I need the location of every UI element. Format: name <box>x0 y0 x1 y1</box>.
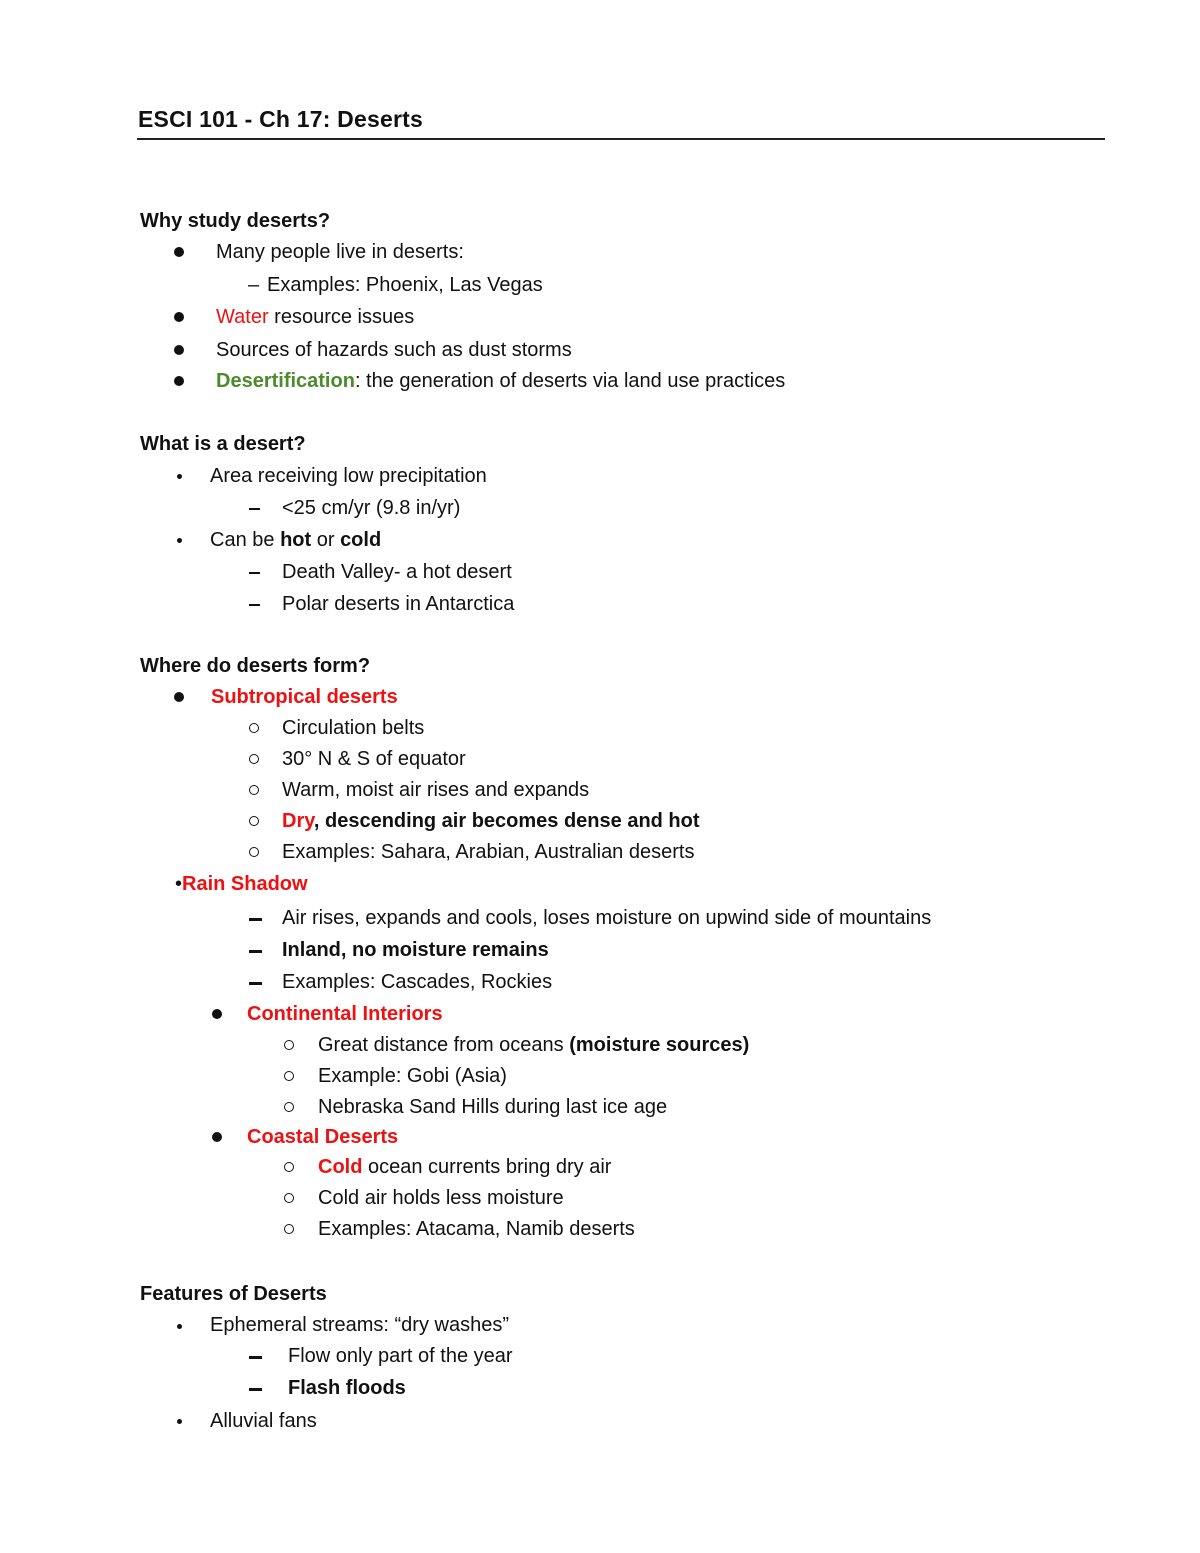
circle-bullet-icon <box>284 1040 294 1050</box>
list-item: Alluvial fans <box>210 1410 317 1432</box>
list-item <box>210 528 381 552</box>
dash-marker: – <box>248 274 260 296</box>
circle-bullet-icon <box>249 785 259 795</box>
list-subitem: Cold air holds less moisture <box>318 1187 564 1209</box>
list-subitem: Flash floods <box>288 1377 406 1399</box>
list-subitem: Circulation belts <box>282 717 425 739</box>
list-item: Many people live in deserts: <box>216 241 464 263</box>
section-heading-where: Where do deserts form? <box>140 655 371 677</box>
bold-text: , descending air becomes dense and hot <box>313 810 700 832</box>
list-subitem: Examples: Cascades, Rockies <box>282 971 553 993</box>
list-subitem: 30° N & S of equator <box>282 748 466 770</box>
bullet-icon <box>212 1132 222 1142</box>
bullet-icon <box>177 474 182 479</box>
list-item <box>216 369 785 393</box>
list-subitem <box>318 1155 611 1179</box>
bold-text: hot <box>280 529 312 551</box>
bullet-icon <box>177 1419 182 1424</box>
highlight-red-text: Water <box>216 306 269 328</box>
circle-bullet-icon <box>249 754 259 764</box>
list-subitem: Inland, no moisture remains <box>282 939 549 961</box>
list-item-text: Great distance from oceans <box>318 1034 570 1056</box>
list-item: Sources of hazards such as dust storms <box>216 339 572 361</box>
title-underline <box>137 138 1105 140</box>
bullet-icon: • <box>175 873 183 895</box>
section-heading-why: Why study deserts? <box>140 210 331 232</box>
section-heading-features: Features of Deserts <box>140 1283 327 1305</box>
circle-bullet-icon <box>284 1193 294 1203</box>
bullet-icon <box>177 1324 182 1329</box>
list-subitem: Examples: Phoenix, Las Vegas <box>267 274 543 296</box>
list-subitem <box>282 809 700 833</box>
dash-marker <box>249 1388 262 1391</box>
circle-bullet-icon <box>284 1224 294 1234</box>
bullet-icon <box>177 538 182 543</box>
circle-bullet-icon <box>284 1162 294 1172</box>
dash-marker <box>249 982 262 985</box>
bullet-icon <box>174 247 184 257</box>
list-item: Ephemeral streams: “dry washes” <box>210 1314 509 1336</box>
list-subitem: Examples: Sahara, Arabian, Australian deserts <box>282 841 695 863</box>
subheading-continental: Continental Interiors <box>247 1003 443 1025</box>
circle-bullet-icon <box>284 1071 294 1081</box>
bold-text: cold <box>340 529 382 551</box>
list-subitem: Examples: Atacama, Namib deserts <box>318 1218 635 1240</box>
bullet-icon <box>174 312 184 322</box>
list-item-text: Can be <box>210 529 281 551</box>
list-item <box>216 305 414 329</box>
dash-marker <box>249 604 260 606</box>
list-subitem <box>318 1033 749 1057</box>
dash-marker <box>249 572 260 574</box>
subheading-coastal: Coastal Deserts <box>247 1126 399 1148</box>
dash-marker <box>249 918 262 921</box>
highlight-red-text: Cold <box>318 1156 363 1178</box>
highlight-red-text: Dry <box>282 810 314 832</box>
dash-marker <box>249 1356 262 1359</box>
highlight-green-text: Desertification <box>216 370 355 392</box>
dash-marker <box>249 508 260 510</box>
list-item-text: : the generation of deserts via land use practices <box>354 370 786 392</box>
bullet-icon <box>212 1009 222 1019</box>
list-subitem: Nebraska Sand Hills during last ice age <box>318 1096 668 1118</box>
bullet-icon <box>174 376 184 386</box>
circle-bullet-icon <box>284 1102 294 1112</box>
dash-marker <box>249 950 262 953</box>
list-subitem: Flow only part of the year <box>288 1345 513 1367</box>
rain-shadow-item <box>175 872 308 896</box>
bullet-icon <box>174 345 184 355</box>
list-subitem: Death Valley- a hot desert <box>282 561 512 583</box>
bold-text: (moisture sources) <box>569 1034 750 1056</box>
list-item-text: or <box>311 529 341 551</box>
list-subitem: <25 cm/yr (9.8 in/yr) <box>282 497 461 519</box>
section-heading-what: What is a desert? <box>140 433 306 455</box>
list-subitem: Example: Gobi (Asia) <box>318 1065 507 1087</box>
list-subitem: Warm, moist air rises and expands <box>282 779 590 801</box>
subheading-rain-shadow: Rain Shadow <box>182 873 308 895</box>
bullet-icon <box>174 692 184 702</box>
subheading-subtropical: Subtropical deserts <box>211 686 398 708</box>
list-item-text: ocean currents bring dry air <box>362 1156 612 1178</box>
list-item-text: resource issues <box>268 306 415 328</box>
page-title: ESCI 101 - Ch 17: Deserts <box>138 106 423 132</box>
circle-bullet-icon <box>249 816 259 826</box>
circle-bullet-icon <box>249 847 259 857</box>
list-subitem: Polar deserts in Antarctica <box>282 593 515 615</box>
list-subitem: Air rises, expands and cools, loses moisture on upwind side of mountains <box>282 907 932 929</box>
circle-bullet-icon <box>249 723 259 733</box>
list-item: Area receiving low precipitation <box>210 465 487 487</box>
